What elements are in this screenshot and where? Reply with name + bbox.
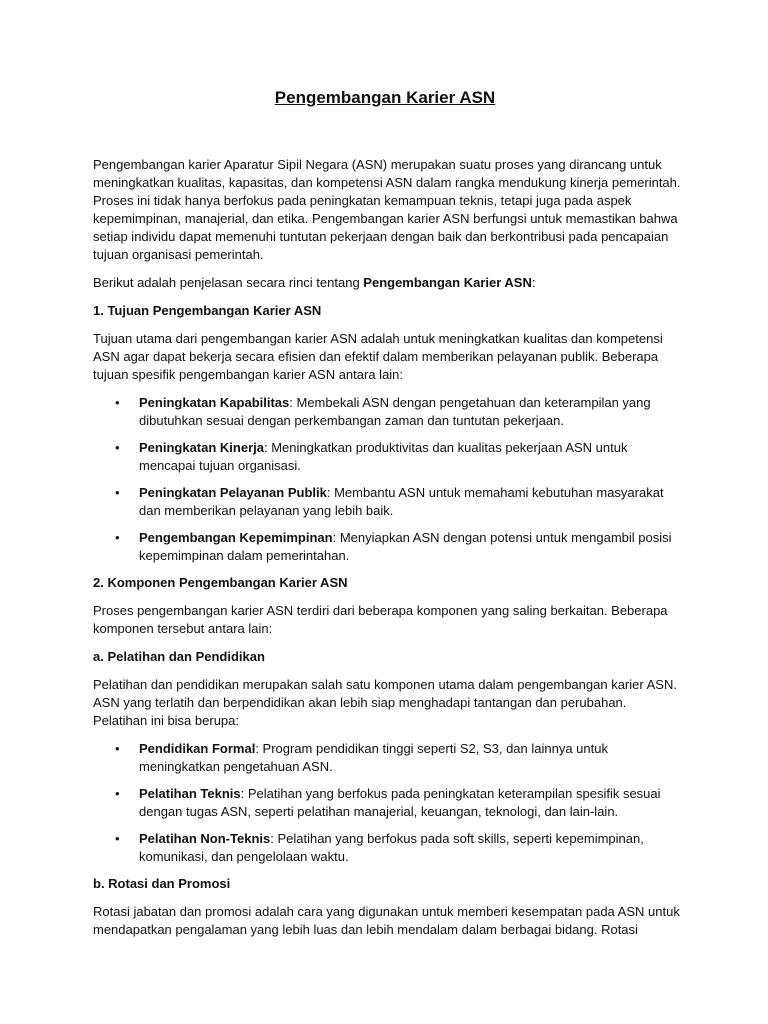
lead-bold: Pengembangan Karier ASN xyxy=(363,275,532,290)
section-2-paragraph: Proses pengembangan karier ASN terdiri dari beberapa komponen yang saling berkaitan. Beberapa komponen tersebut antara lain: xyxy=(93,603,668,636)
list-item-desc: : Membekali ASN dengan pengetahuan dan keterampilan yang dibutuhkan sesuai dengan perkembangan zaman dan tuntutan pekerjaan. xyxy=(139,395,651,428)
document-body xyxy=(93,86,683,949)
list-item xyxy=(93,484,683,520)
list-item-term: Pengembangan Kepemimpinan xyxy=(139,530,333,545)
list-item xyxy=(93,740,683,776)
bullet-icon: • xyxy=(115,530,120,545)
list-item-term: Peningkatan Kapabilitas xyxy=(139,395,290,410)
list-item-desc: : Program pendidikan tinggi seperti S2, S3, dan lainnya untuk meningkatkan pengetahuan ASN. xyxy=(139,741,608,774)
list-item xyxy=(93,394,683,430)
lead-paragraph xyxy=(93,274,683,292)
lead-end: : xyxy=(531,275,536,290)
intro-paragraph: Pengembangan karier Aparatur Sipil Negara (ASN) merupakan suatu proses yang dirancang untuk meningkatkan kualitas, kapasitas, dan kompetensi ASN dalam rangka mendukung kinerja pemerintah. Proses ini tidak hanya berfokus pada peningkatan kemampuan teknis, tetapi juga pada aspek kepemimpinan, manajerial, dan etika. Pengembangan karier ASN berfungsi untuk memastikan bahwa setiap individu dapat memenuhi tuntutan pekerjaan dengan baik dan berkontribusi pada pencapaian tujuan organisasi pemerintah. xyxy=(93,157,681,262)
bullet-icon: • xyxy=(115,395,120,410)
bullet-icon: • xyxy=(115,831,120,846)
list-item xyxy=(93,830,683,866)
list-item-term: Peningkatan Pelayanan Publik xyxy=(139,485,327,500)
list-item-desc: : Meningkatkan produktivitas dan kualitas pekerjaan ASN untuk mencapai tujuan organisasi. xyxy=(139,440,628,473)
list-item-desc: : Menyiapkan ASN dengan potensi untuk mengambil posisi kepemimpinan dalam pemerintahan. xyxy=(139,530,672,563)
list-item xyxy=(93,439,683,475)
list-item-term: Pelatihan Non-Teknis xyxy=(139,831,271,846)
section-1-list xyxy=(93,394,683,565)
list-item xyxy=(93,785,683,821)
bullet-icon: • xyxy=(115,741,120,756)
page-title: Pengembangan Karier ASN xyxy=(274,88,496,107)
subsection-a-heading: a. Pelatihan dan Pendidikan xyxy=(93,649,265,664)
list-item xyxy=(93,529,683,565)
section-1-heading: 1. Tujuan Pengembangan Karier ASN xyxy=(93,303,322,318)
bullet-icon: • xyxy=(115,786,120,801)
list-item-term: Pendidikan Formal xyxy=(139,741,256,756)
list-item-desc: : Pelatihan yang berfokus pada soft skills, seperti kepemimpinan, komunikasi, dan pengelolaan waktu. xyxy=(139,831,644,864)
section-2-heading: 2. Komponen Pengembangan Karier ASN xyxy=(93,575,348,590)
subsection-a-paragraph: Pelatihan dan pendidikan merupakan salah satu komponen utama dalam pengembangan karier ASN. ASN yang terlatih dan berpendidikan akan lebih siap menghadapi tantangan dan perubahan. Pelatihan ini bisa berupa: xyxy=(93,677,677,728)
bullet-icon: • xyxy=(115,440,120,455)
bullet-icon: • xyxy=(115,485,120,500)
list-item-term: Pelatihan Teknis xyxy=(139,786,241,801)
subsection-a-list xyxy=(93,740,683,866)
subsection-b-paragraph: Rotasi jabatan dan promosi adalah cara yang digunakan untuk memberi kesempatan pada ASN untuk mendapatkan pengalaman yang lebih luas dan lebih mendalam dalam berbagai bidang. Rotasi xyxy=(93,904,680,937)
list-item-term: Peningkatan Kinerja xyxy=(139,440,264,455)
lead-text: Berikut adalah penjelasan secara rinci tentang xyxy=(93,275,364,290)
subsection-b-heading: b. Rotasi dan Promosi xyxy=(93,876,231,891)
list-item-desc: : Membantu ASN untuk memahami kebutuhan masyarakat dan memberikan pelayanan yang lebih baik. xyxy=(139,485,664,518)
section-1-paragraph: Tujuan utama dari pengembangan karier ASN adalah untuk meningkatkan kualitas dan kompetensi ASN agar dapat bekerja secara efisien dan efektif dalam memberikan pelayanan publik. Beberapa tujuan spesifik pengembangan karier ASN antara lain: xyxy=(93,331,663,382)
list-item-desc: : Pelatihan yang berfokus pada peningkatan keterampilan spesifik sesuai dengan tugas ASN, seperti pelatihan manajerial, keuangan, teknologi, dan lain-lain. xyxy=(139,786,661,819)
